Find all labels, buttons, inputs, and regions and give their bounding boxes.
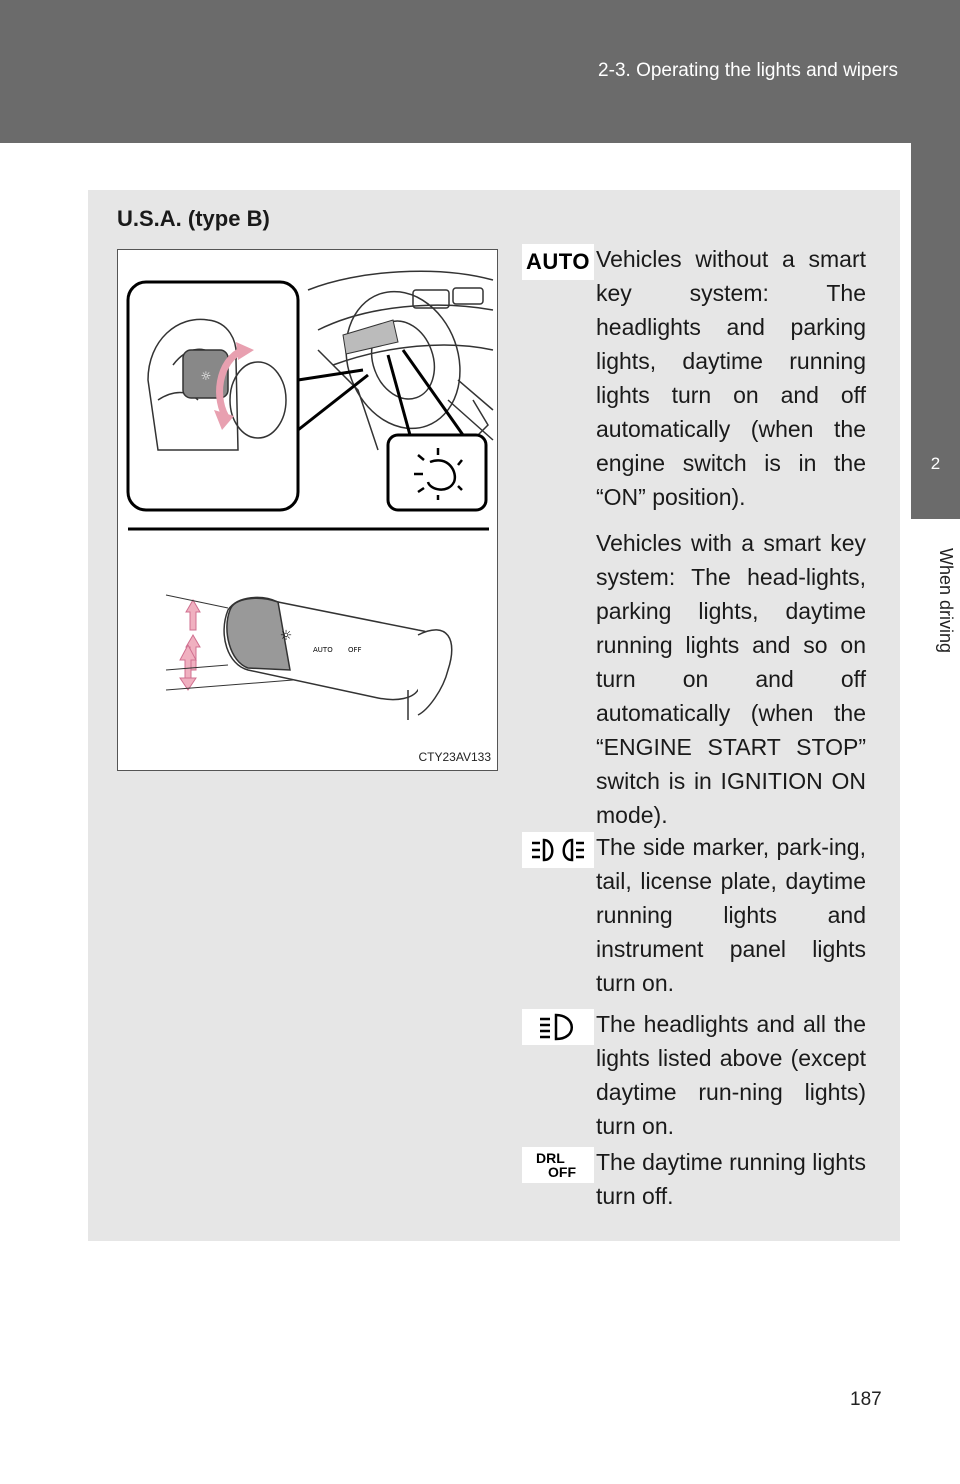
auto-icon	[522, 244, 594, 280]
parking-lights-icon-glyph	[528, 835, 588, 865]
svg-text:☼: ☼	[200, 369, 212, 383]
entry-parking-lights-text	[596, 830, 866, 1012]
entry-drl-off-text	[596, 1145, 866, 1225]
off-icon-text: OFF	[548, 1164, 576, 1180]
panel-title: U.S.A. (type B)	[117, 206, 270, 231]
entry-auto-text	[596, 242, 866, 844]
entry-parking-lights-paragraph: The side marker, park-ing, tail, license plate, daytime running lights and instrument panel lights turn on.	[596, 834, 866, 996]
parking-lights-icon	[522, 832, 594, 868]
svg-text:AUTO: AUTO	[313, 646, 333, 654]
page-header	[0, 0, 960, 143]
entry-auto-paragraph-2: Vehicles with a smart key system: The head-lights, parking lights, daytime running lights and so on turn on and off automatically (when the “ENGINE START STOP” switch is in IGNITION ON mode).	[596, 530, 866, 828]
auto-icon-text: AUTO	[526, 249, 590, 274]
light-switch-illustration	[117, 249, 498, 771]
drl-icon-text: DRL	[536, 1150, 565, 1166]
entry-auto-paragraph-1: Vehicles without a smart key system: The headlights and parking lights, daytime running lights turn on and off automatically (when the engine switch is in the “ON” position).	[596, 246, 866, 510]
page-number: 187	[850, 1389, 882, 1410]
svg-text:OFF: OFF	[348, 646, 362, 654]
svg-text:☼: ☼	[279, 628, 293, 644]
headlight-icon	[522, 1009, 594, 1045]
section-header-title: 2-3. Operating the lights and wipers	[598, 60, 898, 81]
entry-headlights-text	[596, 1007, 866, 1155]
chapter-number: 2	[930, 454, 941, 473]
chapter-label: When driving	[936, 548, 956, 654]
entry-drl-off-paragraph: The daytime running lights turn off.	[596, 1149, 866, 1209]
illustration-drawing	[118, 250, 499, 772]
entry-headlights-paragraph: The headlights and all the lights listed above (except daytime run-ning lights) turn on.	[596, 1011, 866, 1139]
figure-code: CTY23AV133	[418, 750, 491, 764]
drl-off-icon	[522, 1147, 594, 1183]
headlight-icon-glyph	[536, 1012, 580, 1042]
